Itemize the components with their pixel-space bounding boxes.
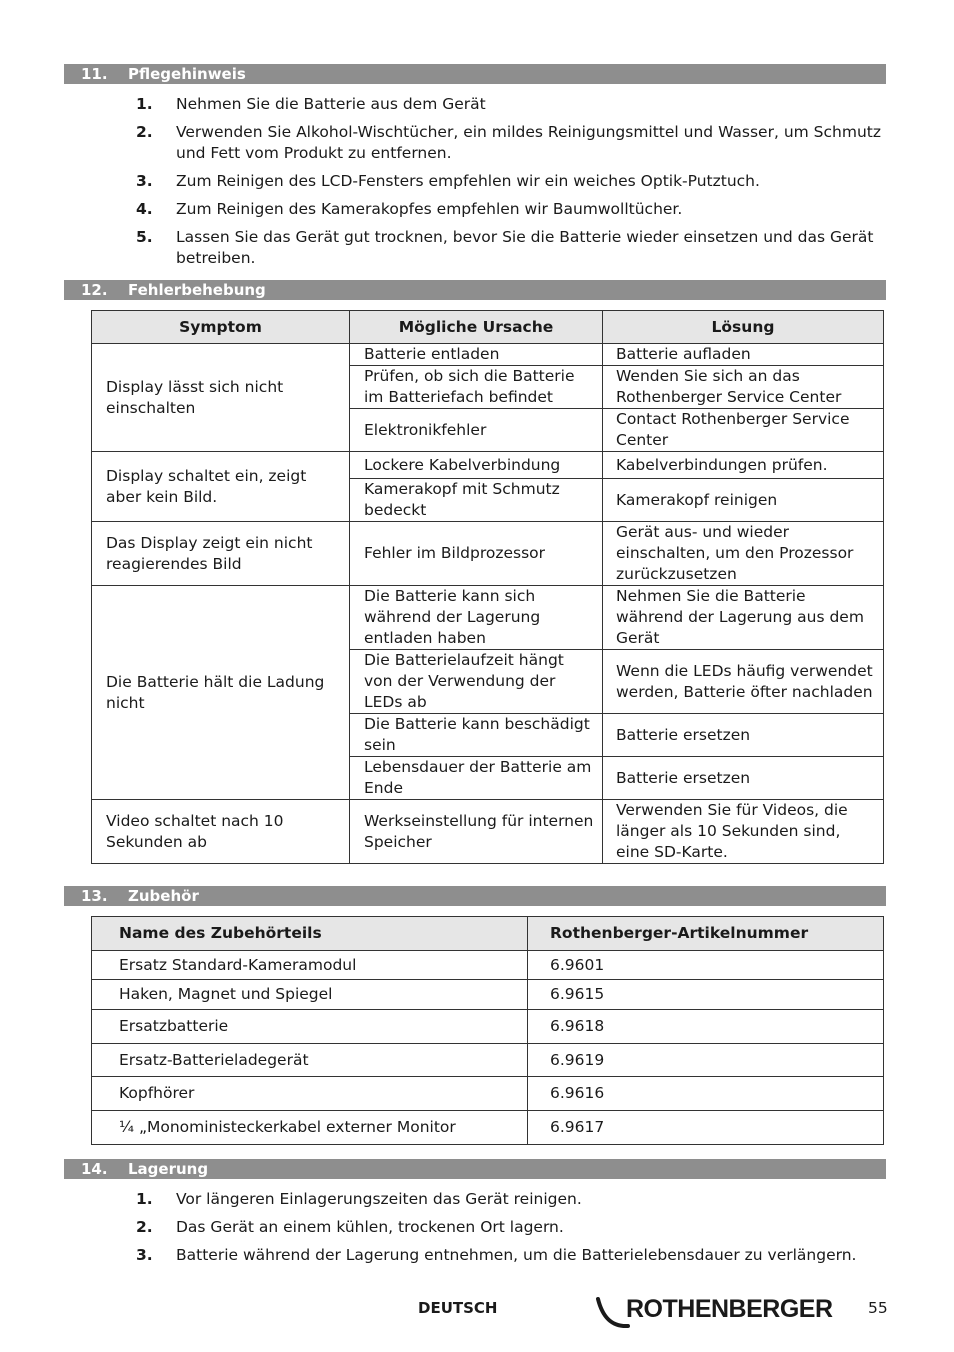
step-number: 4. <box>136 200 153 218</box>
step-number: 2. <box>136 123 153 141</box>
table-row <box>92 800 884 864</box>
cause-cell: Werkseinstellung für internen Speicher <box>350 800 603 864</box>
table-row <box>92 1077 884 1111</box>
step-text: Zum Reinigen des Kamerakopfes empfehlen wir Baumwolltücher. <box>176 200 683 218</box>
cause-cell: Lockere Kabelverbindung <box>350 452 603 479</box>
part-name-cell: Ersatzbatterie <box>92 1010 528 1044</box>
section-header-accessories <box>64 886 886 906</box>
cause-cell: Prüfen, ob sich die Batterie im Batteriefach befindet <box>350 366 603 409</box>
table-row <box>92 452 884 479</box>
section-number: 11. <box>81 65 108 83</box>
step-text: Das Gerät an einem kühlen, trockenen Ort lagern. <box>176 1218 564 1236</box>
list-item <box>0 122 954 164</box>
part-name-cell: Ersatz-Batterieladegerät <box>92 1044 528 1077</box>
list-item <box>0 1217 954 1238</box>
table-row <box>92 1044 884 1077</box>
page-number: 55 <box>868 1299 888 1317</box>
section-title: Zubehör <box>128 887 199 905</box>
column-header-article-number: Rothenberger-Artikelnummer <box>528 917 884 951</box>
cause-cell: Batterie entladen <box>350 344 603 366</box>
footer-language: DEUTSCH <box>418 1299 498 1317</box>
step-number: 5. <box>136 228 153 246</box>
cause-cell: Fehler im Bildprozessor <box>350 522 603 586</box>
part-name-cell: Haken, Magnet und Spiegel <box>92 980 528 1010</box>
table-row <box>92 586 884 650</box>
list-item <box>0 199 954 220</box>
section-header-care <box>64 64 886 84</box>
column-header-part-name: Name des Zubehörteils <box>92 917 528 951</box>
table-row <box>92 980 884 1010</box>
step-text: Zum Reinigen des LCD-Fensters empfehlen wir ein weiches Optik-Putztuch. <box>176 172 760 190</box>
list-item <box>0 171 954 192</box>
solution-cell: Nehmen Sie die Batterie während der Lagerung aus dem Gerät <box>603 586 884 650</box>
symptom-cell: Display schaltet ein, zeigt aber kein Bild. <box>92 452 350 522</box>
list-item <box>0 1189 954 1210</box>
symptom-cell: Das Display zeigt ein nicht reagierendes Bild <box>92 522 350 586</box>
step-number: 1. <box>136 95 153 113</box>
cause-cell: Lebensdauer der Batterie am Ende <box>350 757 603 800</box>
list-item <box>0 1245 954 1266</box>
section-title: Lagerung <box>128 1160 209 1178</box>
article-number-cell: 6.9619 <box>528 1044 884 1077</box>
section-number: 14. <box>81 1160 108 1178</box>
step-number: 2. <box>136 1218 153 1236</box>
step-number: 3. <box>136 1246 153 1264</box>
table-row <box>92 1010 884 1044</box>
cause-cell: Die Batterie kann beschädigt sein <box>350 714 603 757</box>
solution-cell: Batterie ersetzen <box>603 757 884 800</box>
cause-cell: Die Batterielaufzeit hängt von der Verwendung der LEDs ab <box>350 650 603 714</box>
step-number: 1. <box>136 1190 153 1208</box>
solution-cell: Wenn die LEDs häufig verwendet werden, Batterie öfter nachladen <box>603 650 884 714</box>
solution-cell: Batterie aufladen <box>603 344 884 366</box>
brand-name: ROTHENBERGER <box>626 1295 833 1323</box>
article-number-cell: 6.9601 <box>528 951 884 980</box>
article-number-cell: 6.9615 <box>528 980 884 1010</box>
column-header-symptom: Symptom <box>92 311 350 344</box>
section-header-troubleshooting <box>64 280 886 300</box>
solution-cell: Contact Rothenberger Service Center <box>603 409 884 452</box>
step-text: Vor längeren Einlagerungszeiten das Gerät reinigen. <box>176 1190 582 1208</box>
table-row <box>92 522 884 586</box>
step-number: 3. <box>136 172 153 190</box>
storage-steps-list <box>0 1189 954 1273</box>
symptom-cell: Die Batterie hält die Ladung nicht <box>92 586 350 800</box>
table-row <box>92 951 884 980</box>
article-number-cell: 6.9618 <box>528 1010 884 1044</box>
step-text: Verwenden Sie Alkohol-Wischtücher, ein mildes Reinigungsmittel und Wasser, um Schmutz und Fett vom Produkt zu entfernen. <box>176 123 881 162</box>
section-title: Pflegehinweis <box>128 65 246 83</box>
section-title: Fehlerbehebung <box>128 281 266 299</box>
step-text: Lassen Sie das Gerät gut trocknen, bevor Sie die Batterie wieder einsetzen und das Gerät betreiben. <box>176 228 874 267</box>
solution-cell: Kamerakopf reinigen <box>603 479 884 522</box>
section-number: 13. <box>81 887 108 905</box>
solution-cell: Kabelverbindungen prüfen. <box>603 452 884 479</box>
solution-cell: Wenden Sie sich an das Rothenberger Service Center <box>603 366 884 409</box>
solution-cell: Gerät aus- und wieder einschalten, um den Prozessor zurückzusetzen <box>603 522 884 586</box>
cause-cell: Die Batterie kann sich während der Lagerung entladen haben <box>350 586 603 650</box>
cause-cell: Elektronikfehler <box>350 409 603 452</box>
accessories-table <box>91 916 884 1145</box>
column-header-solution: Lösung <box>603 311 884 344</box>
step-text: Nehmen Sie die Batterie aus dem Gerät <box>176 95 486 113</box>
table-row <box>92 344 884 366</box>
column-header-cause: Mögliche Ursache <box>350 311 603 344</box>
troubleshooting-table <box>91 310 884 864</box>
list-item <box>0 227 954 269</box>
section-number: 12. <box>81 281 108 299</box>
article-number-cell: 6.9617 <box>528 1111 884 1145</box>
table-header-row <box>92 311 884 344</box>
symptom-cell: Display lässt sich nicht einschalten <box>92 344 350 452</box>
solution-cell: Batterie ersetzen <box>603 714 884 757</box>
article-number-cell: 6.9616 <box>528 1077 884 1111</box>
cause-cell: Kamerakopf mit Schmutz bedeckt <box>350 479 603 522</box>
list-item <box>0 94 954 115</box>
care-steps-list <box>0 94 954 276</box>
step-text: Batterie während der Lagerung entnehmen, um die Batterielebensdauer zu verlängern. <box>176 1246 857 1264</box>
part-name-cell: ¼ „Monoministeckerkabel externer Monitor <box>92 1111 528 1145</box>
section-header-storage <box>64 1159 886 1179</box>
solution-cell: Verwenden Sie für Videos, die länger als 10 Sekunden sind, eine SD-Karte. <box>603 800 884 864</box>
symptom-cell: Video schaltet nach 10 Sekunden ab <box>92 800 350 864</box>
table-header-row <box>92 917 884 951</box>
part-name-cell: Kopfhörer <box>92 1077 528 1111</box>
part-name-cell: Ersatz Standard-Kameramodul <box>92 951 528 980</box>
table-row <box>92 1111 884 1145</box>
